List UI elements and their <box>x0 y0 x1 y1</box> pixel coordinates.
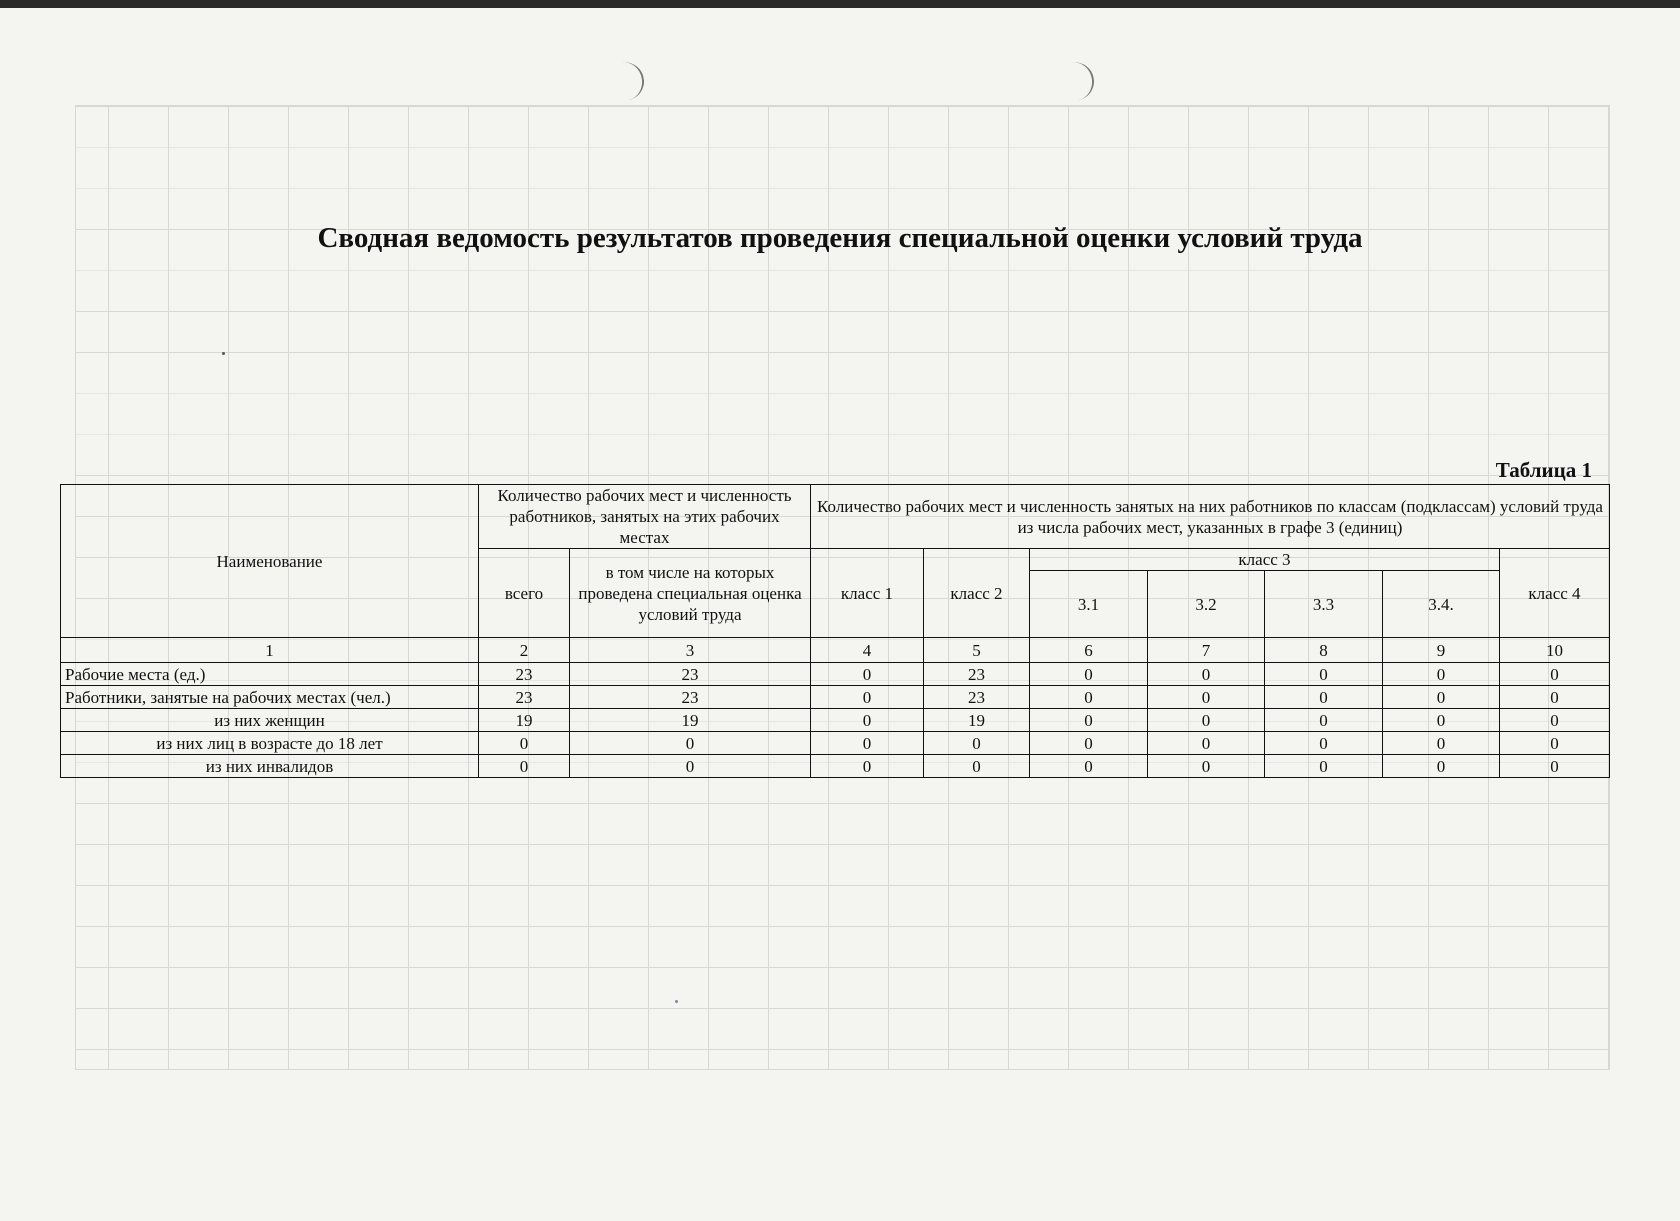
column-number: 3 <box>570 638 811 663</box>
row-label: из них женщин <box>61 709 479 732</box>
punch-hole-right <box>1060 60 1097 102</box>
cell-value: 0 <box>1500 663 1610 686</box>
cell-value: 0 <box>1148 709 1265 732</box>
cell-value: 0 <box>1148 732 1265 755</box>
header-assessed: в том числе на которых проведена специальная оценка условий труда <box>570 549 811 638</box>
header-class2: класс 2 <box>924 549 1030 638</box>
cell-value: 0 <box>1265 732 1383 755</box>
header-class3: класс 3 <box>1030 549 1500 571</box>
header-name: Наименование <box>61 485 479 638</box>
header-class3-2: 3.2 <box>1148 571 1265 638</box>
cell-value: 0 <box>1383 709 1500 732</box>
cell-value: 0 <box>1500 686 1610 709</box>
cell-value: 23 <box>570 686 811 709</box>
cell-value: 0 <box>1148 686 1265 709</box>
cell-value: 0 <box>1030 755 1148 778</box>
scan-top-edge <box>0 0 1680 8</box>
cell-value: 0 <box>1265 663 1383 686</box>
column-number: 4 <box>811 638 924 663</box>
cell-value: 0 <box>811 732 924 755</box>
cell-value: 23 <box>479 663 570 686</box>
table-row <box>61 686 1610 709</box>
table-row <box>61 709 1610 732</box>
cell-value: 0 <box>1265 755 1383 778</box>
row-label: Работники, занятые на рабочих местах (чел.) <box>61 686 479 709</box>
cell-value: 0 <box>1148 663 1265 686</box>
cell-value: 23 <box>570 663 811 686</box>
cell-value: 0 <box>1383 686 1500 709</box>
cell-value: 0 <box>811 709 924 732</box>
punch-hole-left <box>610 60 647 102</box>
table-row <box>61 732 1610 755</box>
cell-value: 0 <box>1383 732 1500 755</box>
cell-value: 0 <box>811 663 924 686</box>
cell-value: 0 <box>811 686 924 709</box>
cell-value: 0 <box>1500 755 1610 778</box>
row-label: из них лиц в возрасте до 18 лет <box>61 732 479 755</box>
cell-value: 0 <box>1030 663 1148 686</box>
scan-speck <box>675 1000 678 1003</box>
column-number: 8 <box>1265 638 1383 663</box>
header-total: всего <box>479 549 570 638</box>
header-class3-1: 3.1 <box>1030 571 1148 638</box>
cell-value: 0 <box>479 755 570 778</box>
cell-value: 0 <box>1030 732 1148 755</box>
cell-value: 0 <box>1265 709 1383 732</box>
cell-value: 0 <box>1148 755 1265 778</box>
scan-speck <box>222 352 225 355</box>
header-group-classes: Количество рабочих мест и численность занятых на них работников по классам (подклассам) условий труда из числа рабочих мест, указанных в графе 3 (единиц) <box>811 485 1610 549</box>
cell-value: 0 <box>570 732 811 755</box>
table-label: Таблица 1 <box>1495 458 1592 482</box>
cell-value: 0 <box>479 732 570 755</box>
cell-value: 0 <box>924 755 1030 778</box>
cell-value: 19 <box>924 709 1030 732</box>
cell-value: 0 <box>1030 686 1148 709</box>
header-class3-4: 3.4. <box>1383 571 1500 638</box>
document-title: Сводная ведомость результатов проведения специальной оценки условий труда <box>317 222 1363 254</box>
cell-value: 19 <box>479 709 570 732</box>
header-class4: класс 4 <box>1500 549 1610 638</box>
table-row <box>61 663 1610 686</box>
summary-table <box>60 484 1610 778</box>
table-row <box>61 755 1610 778</box>
column-number: 5 <box>924 638 1030 663</box>
cell-value: 0 <box>811 755 924 778</box>
cell-value: 0 <box>1383 663 1500 686</box>
row-label: из них инвалидов <box>61 755 479 778</box>
cell-value: 0 <box>570 755 811 778</box>
row-label: Рабочие места (ед.) <box>61 663 479 686</box>
cell-value: 0 <box>1383 755 1500 778</box>
header-group-count: Количество рабочих мест и численность работников, занятых на этих рабочих местах <box>479 485 811 549</box>
cell-value: 0 <box>1500 709 1610 732</box>
column-number: 6 <box>1030 638 1148 663</box>
cell-value: 19 <box>570 709 811 732</box>
cell-value: 0 <box>1500 732 1610 755</box>
cell-value: 0 <box>1265 686 1383 709</box>
column-numbers-row <box>61 638 1610 663</box>
cell-value: 0 <box>1030 709 1148 732</box>
column-number: 9 <box>1383 638 1500 663</box>
cell-value: 23 <box>924 686 1030 709</box>
column-number: 7 <box>1148 638 1265 663</box>
cell-value: 0 <box>924 732 1030 755</box>
header-class1: класс 1 <box>811 549 924 638</box>
column-number: 2 <box>479 638 570 663</box>
cell-value: 23 <box>924 663 1030 686</box>
cell-value: 23 <box>479 686 570 709</box>
column-number: 10 <box>1500 638 1610 663</box>
column-number: 1 <box>61 638 479 663</box>
header-class3-3: 3.3 <box>1265 571 1383 638</box>
